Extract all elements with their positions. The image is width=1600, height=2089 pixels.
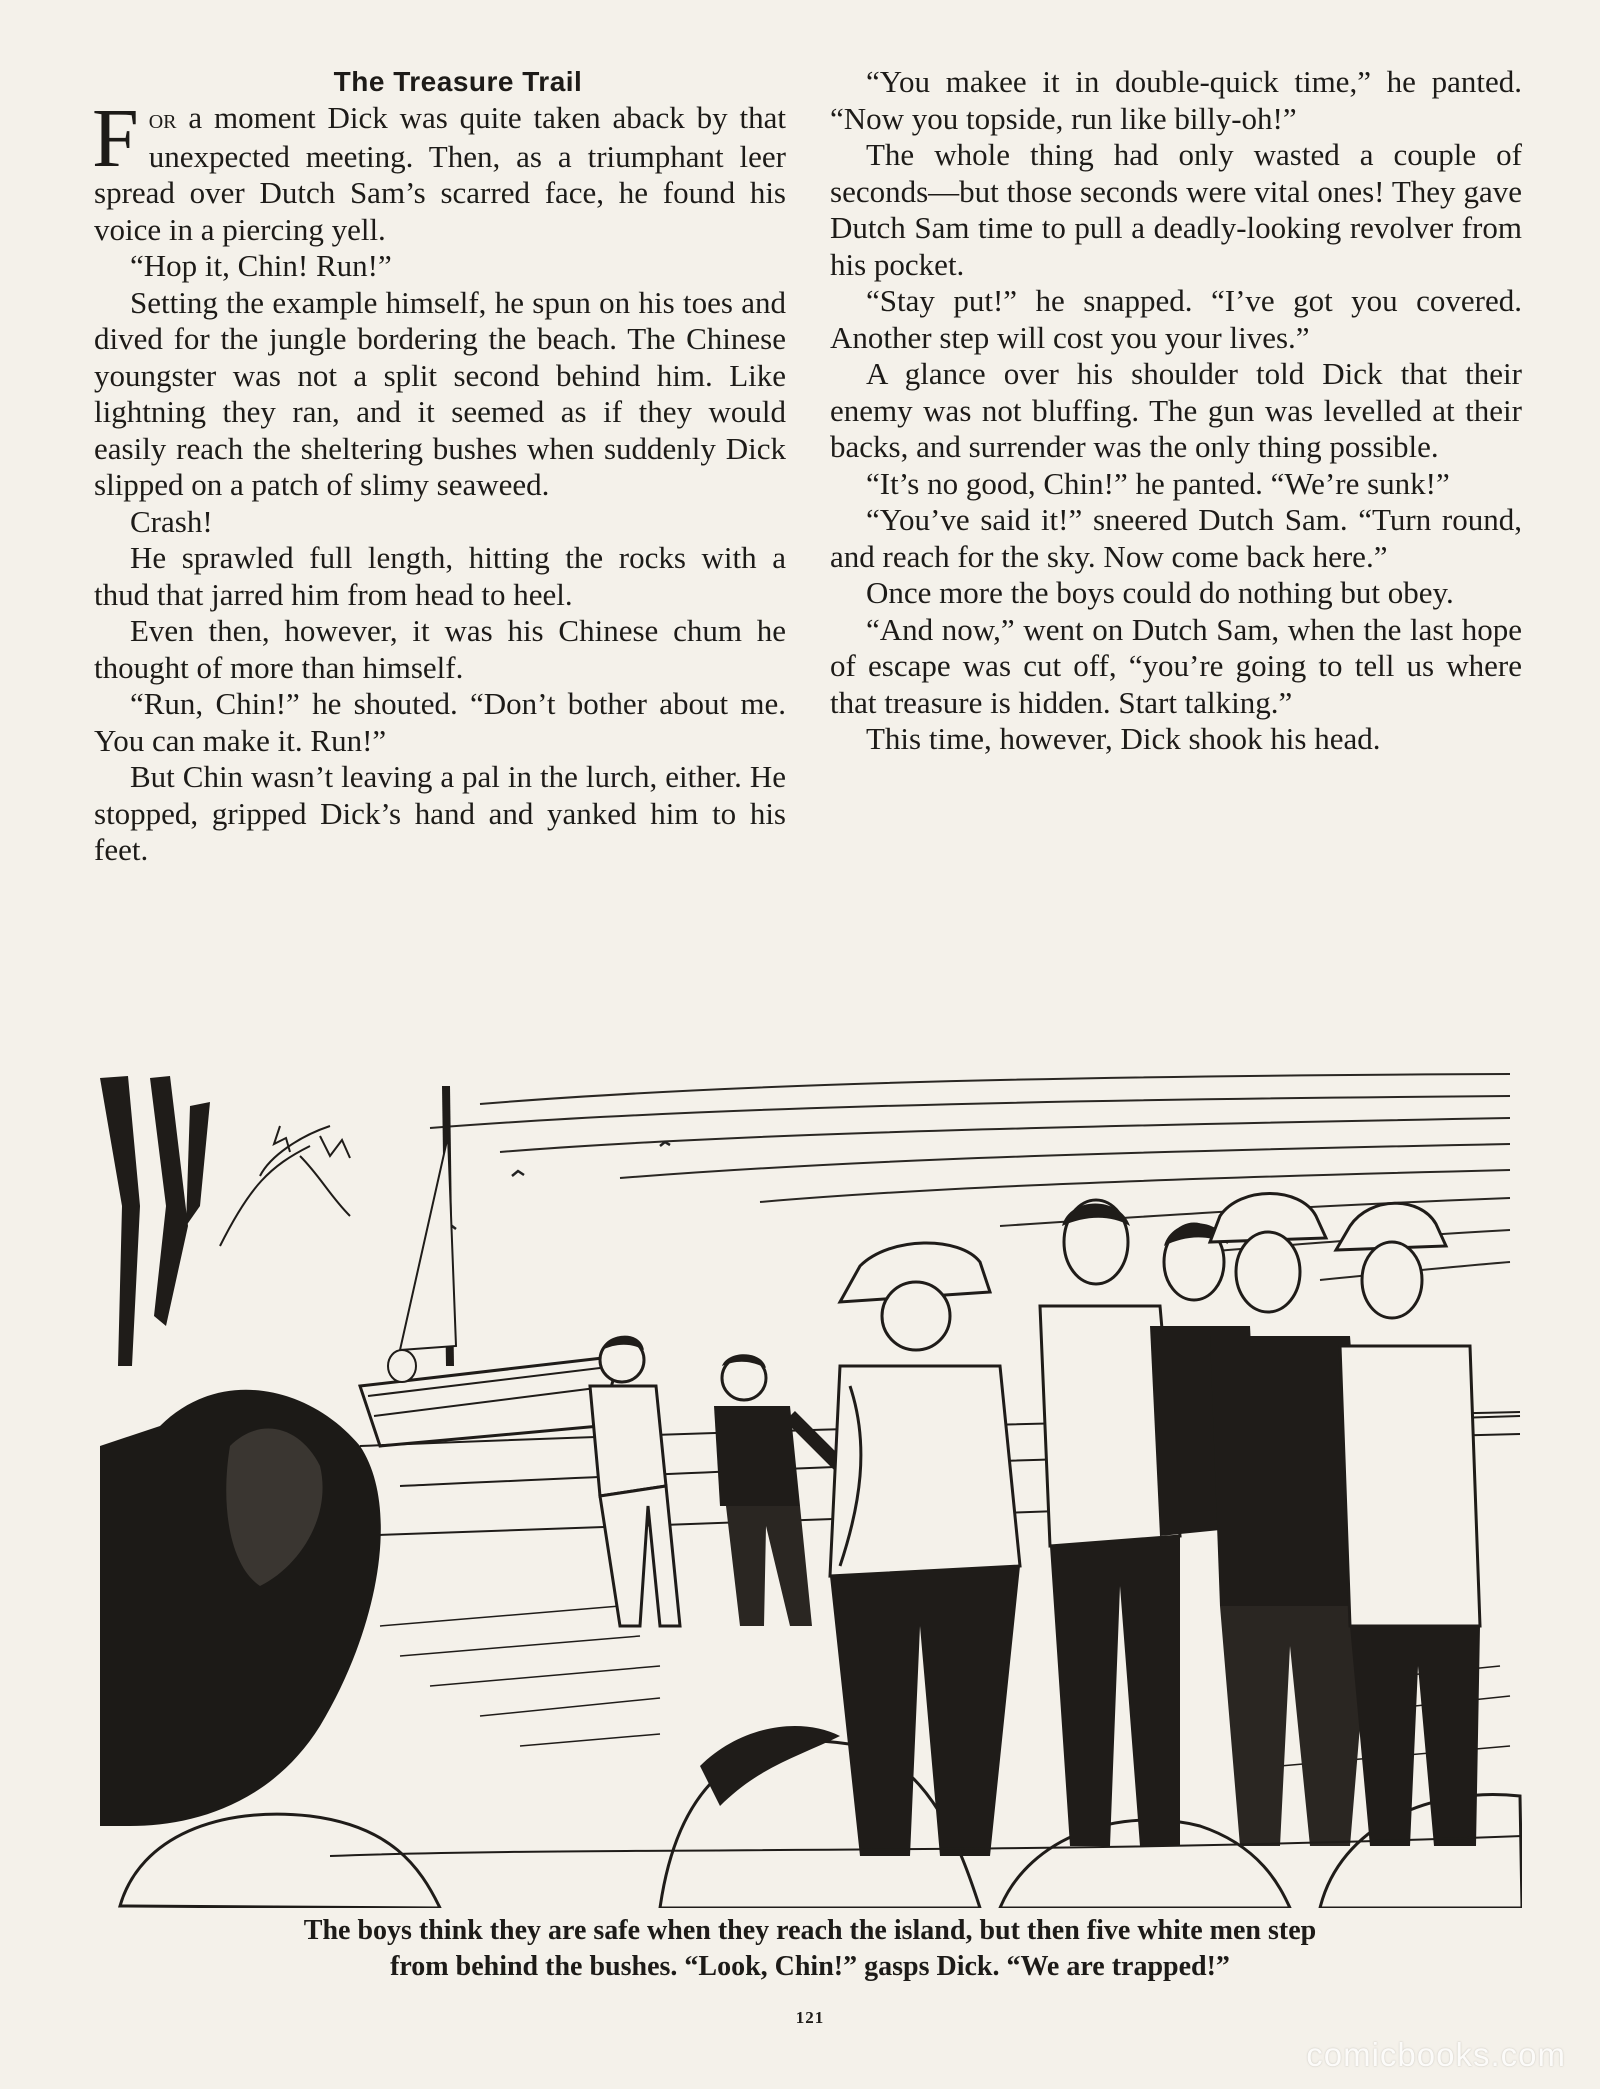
opening-smallcaps: or <box>148 104 177 135</box>
page-number: 121 <box>795 2008 825 2027</box>
paragraph: Even then, however, it was his Chinese chum he thought of more than himself. <box>94 613 786 685</box>
paragraph: “Hop it, Chin! Run!” <box>130 248 392 283</box>
figure-dutch-sam <box>830 1243 1020 1856</box>
caption-line-2: from behind the bushes. “Look, Chin!” gasps Dick. “We are trapped!” <box>390 1951 1230 1982</box>
beach-scene-drawing <box>100 1066 1522 1908</box>
paragraph: “And now,” went on Dutch Sam, when the last hope of escape was cut off, “you’re going to tell us where that treasure is hidden. Start talking.” <box>830 611 1522 720</box>
paragraph: “It’s no good, Chin!” he panted. “We’re sunk!” <box>866 465 1450 501</box>
left-paragraphs <box>94 248 786 869</box>
drop-cap: F <box>92 92 139 185</box>
illustration-caption <box>120 1913 1500 1985</box>
story-title: The Treasure Trail <box>333 66 583 97</box>
paragraph: He sprawled full length, hitting the rocks with a thud that jarred him from head to heel. <box>94 540 786 612</box>
paragraph: Setting the example himself, he spun on his toes and dived for the jungle bordering the beach. The Chinese youngster was not a split second behind him. Like lightning they ran, and it seemed as if they would easily reach the sheltering bushes when suddenly Dick slipped on a patch of slimy seaweed. <box>94 284 786 502</box>
paragraph: This time, however, Dick shook his head. <box>866 721 1381 756</box>
paragraph: “Run, Chin!” he shouted. “Don’t bother about me. You can make it. Run!” <box>94 686 786 758</box>
right-column <box>830 64 1522 758</box>
paragraph: Once more the boys could do nothing but obey. <box>866 575 1454 610</box>
opening-text: a moment Dick was quite taken aback by that unexpected meeting. Then, as a triumphant leer spread over Dutch Sam’s scarred face, he found his voice in a piercing yell. <box>94 100 786 247</box>
paragraph: “Stay put!” he snapped. “I’ve got you covered. Another step will cost you your lives.” <box>830 283 1522 355</box>
foliage <box>220 1126 350 1246</box>
paragraph: “You makee it in double-quick time,” he panted. “Now you topside, run like billy-oh!” <box>830 64 1522 136</box>
right-paragraphs <box>830 64 1522 758</box>
caption-line-1: The boys think they are safe when they reach the island, but then five white men step <box>303 1915 1317 1946</box>
paragraph: Crash! <box>130 503 213 539</box>
opening-paragraph <box>92 92 786 248</box>
paragraph: But Chin wasn’t leaving a pal in the lurch, either. He stopped, gripped Dick’s hand and yanked him to his feet. <box>94 759 786 867</box>
left-column <box>94 64 786 869</box>
illustration <box>100 1066 1522 1908</box>
paragraph: A glance over his shoulder told Dick that their enemy was not bluffing. The gun was levelled at their backs, and surrender was the only thing possible. <box>830 356 1522 464</box>
paragraph: “You’ve said it!” sneered Dutch Sam. “Turn round, and reach for the sky. Now come back here.” <box>830 502 1522 574</box>
figure-man-2 <box>1040 1200 1180 1846</box>
paragraph: The whole thing had only wasted a couple of seconds—but those seconds were vital ones! They gave Dutch Sam time to pull a deadly-looking revolver from his pocket. <box>830 137 1522 282</box>
watermark: comicbooks.com <box>1306 2036 1566 2073</box>
sailboat <box>360 1086 620 1446</box>
birds <box>418 1142 670 1271</box>
palm-trees <box>100 1076 210 1366</box>
